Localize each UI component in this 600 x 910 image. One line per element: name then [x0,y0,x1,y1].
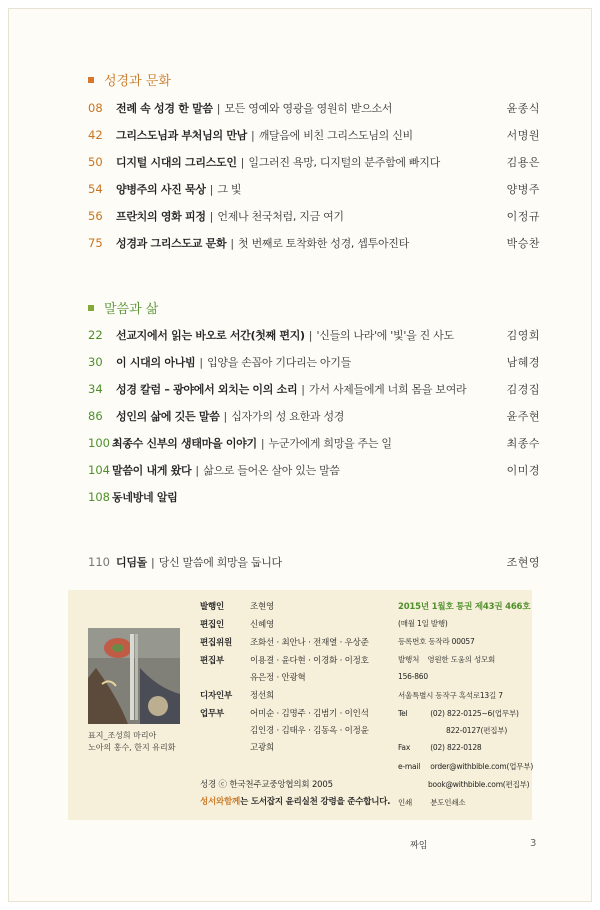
toc-author: 조현영 [506,556,540,569]
toc-entry[interactable] [88,433,540,453]
orange-square-icon [88,77,94,83]
toc-title: 성경과 그리스도교 문화 [116,237,227,250]
toc-page-number: 42 [88,128,103,142]
toc-author: 김영희 [506,329,540,342]
toc-page-number: 108 [88,490,110,504]
email-label: e-mail [398,762,421,771]
toc-page-number: 34 [88,382,103,396]
toc-title: 이 시대의 아나빔 [116,356,196,369]
toc-page-number: 75 [88,236,103,250]
email-sales[interactable]: order@withbible.com(업무부) [430,762,534,771]
toc-entry[interactable] [88,233,540,253]
toc-subtitle: '신들의 나라'에 '빛'을 진 사도 [316,329,454,342]
staff-role-label: 편집위원 [200,638,233,648]
toc-entry-last[interactable] [88,552,540,572]
publisher-line [398,654,495,665]
section-title: 성경과 문화 [104,74,171,89]
publisher-name: 영원한 도움의 성모회 [427,655,496,664]
toc-entry[interactable] [88,487,540,507]
toc-separator: | [240,155,245,169]
cover-caption-artist: 표지_조성희 마리아 [88,731,157,740]
staff-role-label: 디자인부 [200,691,233,701]
toc-page-number: 50 [88,155,103,169]
toc-entry[interactable] [88,98,540,118]
email-line [398,761,533,772]
toc-title: 동네방네 알림 [112,491,178,504]
toc-subtitle: 십자가의 성 요한과 성경 [231,410,345,423]
toc-author: 이정규 [506,210,540,223]
tel-number-editorial: 822-0127(편집부) [446,726,508,735]
postal-code: 156-860 [398,672,428,681]
toc-title: 디딤돌 [116,556,147,569]
toc-entry[interactable] [88,179,540,199]
toc-title: 최종수 신부의 생태마을 이야기 [112,437,257,450]
staff-names: 조화선 · 최안나 · 전재열 · 우상준 [250,638,369,648]
cover-caption-title: 노아의 홍수, 한지 유리화 [88,743,176,752]
toc-author: 이미경 [506,464,540,477]
address: 서울특별시 동작구 흑석로13길 7 [398,691,503,700]
print-line [398,797,465,808]
toc-subtitle: 가서 사제들에게 너희 몸을 보여라 [309,383,467,396]
toc-title: 양병주의 사진 묵상 [116,183,206,196]
staff-names: 이용결 · 윤다현 · 이경화 · 이정호 [250,656,369,666]
toc-entry[interactable] [88,325,540,345]
toc-author: 서명원 [506,129,540,142]
toc-author: 윤주현 [506,410,540,423]
toc-page-number: 100 [88,436,110,450]
toc-separator: | [260,436,265,450]
toc-author: 김용은 [506,156,540,169]
issue-frequency: (매월 1일 발행) [398,619,448,628]
email-editorial[interactable]: book@withbible.com(편집부) [428,780,530,789]
section-heading-culture [88,70,171,89]
toc-page-number: 104 [88,463,110,477]
section-title: 말씀과 삶 [104,302,159,317]
toc-author: 남혜경 [506,356,540,369]
tel-number-sales: (02) 822-0125~6(업무부) [430,709,519,718]
toc-subtitle: 그 빛 [217,183,242,196]
toc-entry[interactable] [88,152,540,172]
toc-separator: | [150,555,155,569]
toc-page-number: 54 [88,182,103,196]
toc-separator: | [209,182,214,196]
staff-names: 신혜영 [250,620,275,630]
printer-name: 분도인쇄소 [430,798,466,807]
footer-section-label: 짜임 [410,841,428,851]
staff-names: 김인경 · 김태우 · 김동옥 · 이정윤 [250,726,369,736]
toc-entry[interactable] [88,352,540,372]
green-square-icon [88,305,94,311]
toc-subtitle: 일그러진 욕망, 디지털의 분주함에 빠지다 [248,156,440,169]
staff-names: 정선희 [250,691,275,701]
toc-separator: | [230,236,235,250]
tel-label: Tel [398,709,408,718]
toc-author: 양병주 [506,183,540,196]
issue-line: 2015년 1월호 통권 제43권 466호 [398,602,531,612]
toc-separator: | [223,409,228,423]
fax-number: (02) 822-0128 [430,743,482,752]
toc-entry[interactable] [88,460,540,480]
toc-separator: | [199,355,204,369]
toc-page-number: 56 [88,209,103,223]
staff-names: 유은정 · 안광혁 [250,673,306,683]
staff-role-label: 발행인 [200,602,225,612]
copyright-line: 성경 ⓒ 한국천주교중앙협의회 2005 [200,780,333,790]
toc-page-number: 110 [88,555,110,569]
ethics-text: 는 도서잡지 윤리실천 강령을 준수합니다. [240,797,391,807]
toc-subtitle: 언제나 천국처럼, 지금 여기 [217,210,344,223]
toc-author: 김경집 [506,383,540,396]
toc-author: 윤종식 [506,102,540,115]
staff-role-label: 업무부 [200,709,225,719]
cover-artwork-image [88,628,180,724]
ethics-line [200,795,390,807]
toc-author: 최종수 [506,437,540,450]
toc-subtitle: 깨달음에 비친 그리스도님의 신비 [258,129,413,142]
toc-title: 성인의 삶에 깃든 말씀 [116,410,220,423]
toc-title: 그리스도님과 부처님의 만남 [116,129,247,142]
staff-names: 고광희 [250,743,275,753]
toc-subtitle: 당신 말씀에 희망을 둡니다 [158,556,282,569]
registration-number: 등록번호 동작라 00057 [398,637,475,646]
staff-role-label: 편집인 [200,620,225,630]
toc-separator: | [301,382,305,396]
toc-separator: | [250,128,255,142]
toc-entry[interactable] [88,406,540,426]
toc-entry[interactable] [88,379,540,399]
tel-line [398,708,519,719]
toc-title: 선교지에서 읽는 바오로 서간(첫째 편지) [116,329,305,342]
toc-subtitle: 누군가에게 희망을 주는 일 [268,437,392,450]
toc-entry[interactable] [88,206,540,226]
toc-entry[interactable] [88,125,540,145]
toc-separator: | [216,101,221,115]
publisher-label: 발행처 [398,655,420,664]
staff-names: 조현영 [250,602,275,612]
toc-author: 박승찬 [506,237,540,250]
footer-page-number: 3 [530,838,537,849]
toc-page-number: 08 [88,101,103,115]
toc-separator: | [308,328,313,342]
toc-page-number: 86 [88,409,103,423]
toc-separator: | [195,463,200,477]
staff-names: 어미순 · 김명주 · 김범기 · 이인석 [250,709,369,719]
toc-page-number: 30 [88,355,103,369]
toc-subtitle: 입양을 손꼽아 기다리는 아기들 [207,356,351,369]
toc-title: 디지털 시대의 그리스도인 [116,156,237,169]
ethics-highlight: 성서와함께 [200,797,241,807]
cover-artwork-illustration [88,628,180,724]
toc-title: 프란치의 영화 피정 [116,210,206,223]
toc-title: 성경 칼럼 – 광야에서 외치는 이의 소리 [116,383,298,396]
staff-role-label: 편집부 [200,656,225,666]
toc-subtitle: 첫 번째로 토착화한 성경, 셉투아진타 [238,237,409,250]
fax-label: Fax [398,743,411,752]
toc-title: 말씀이 내게 왔다 [112,464,192,477]
toc-subtitle: 삶으로 들어온 살아 있는 말씀 [203,464,340,477]
toc-separator: | [209,209,214,223]
fax-line [398,743,481,752]
toc-subtitle: 모든 영예와 영광을 영원히 받으소서 [224,102,393,115]
toc-page-number: 22 [88,328,103,342]
toc-title: 전례 속 성경 한 말씀 [116,102,213,115]
print-label: 인쇄 [398,798,413,807]
section-heading-word-life [88,298,158,317]
